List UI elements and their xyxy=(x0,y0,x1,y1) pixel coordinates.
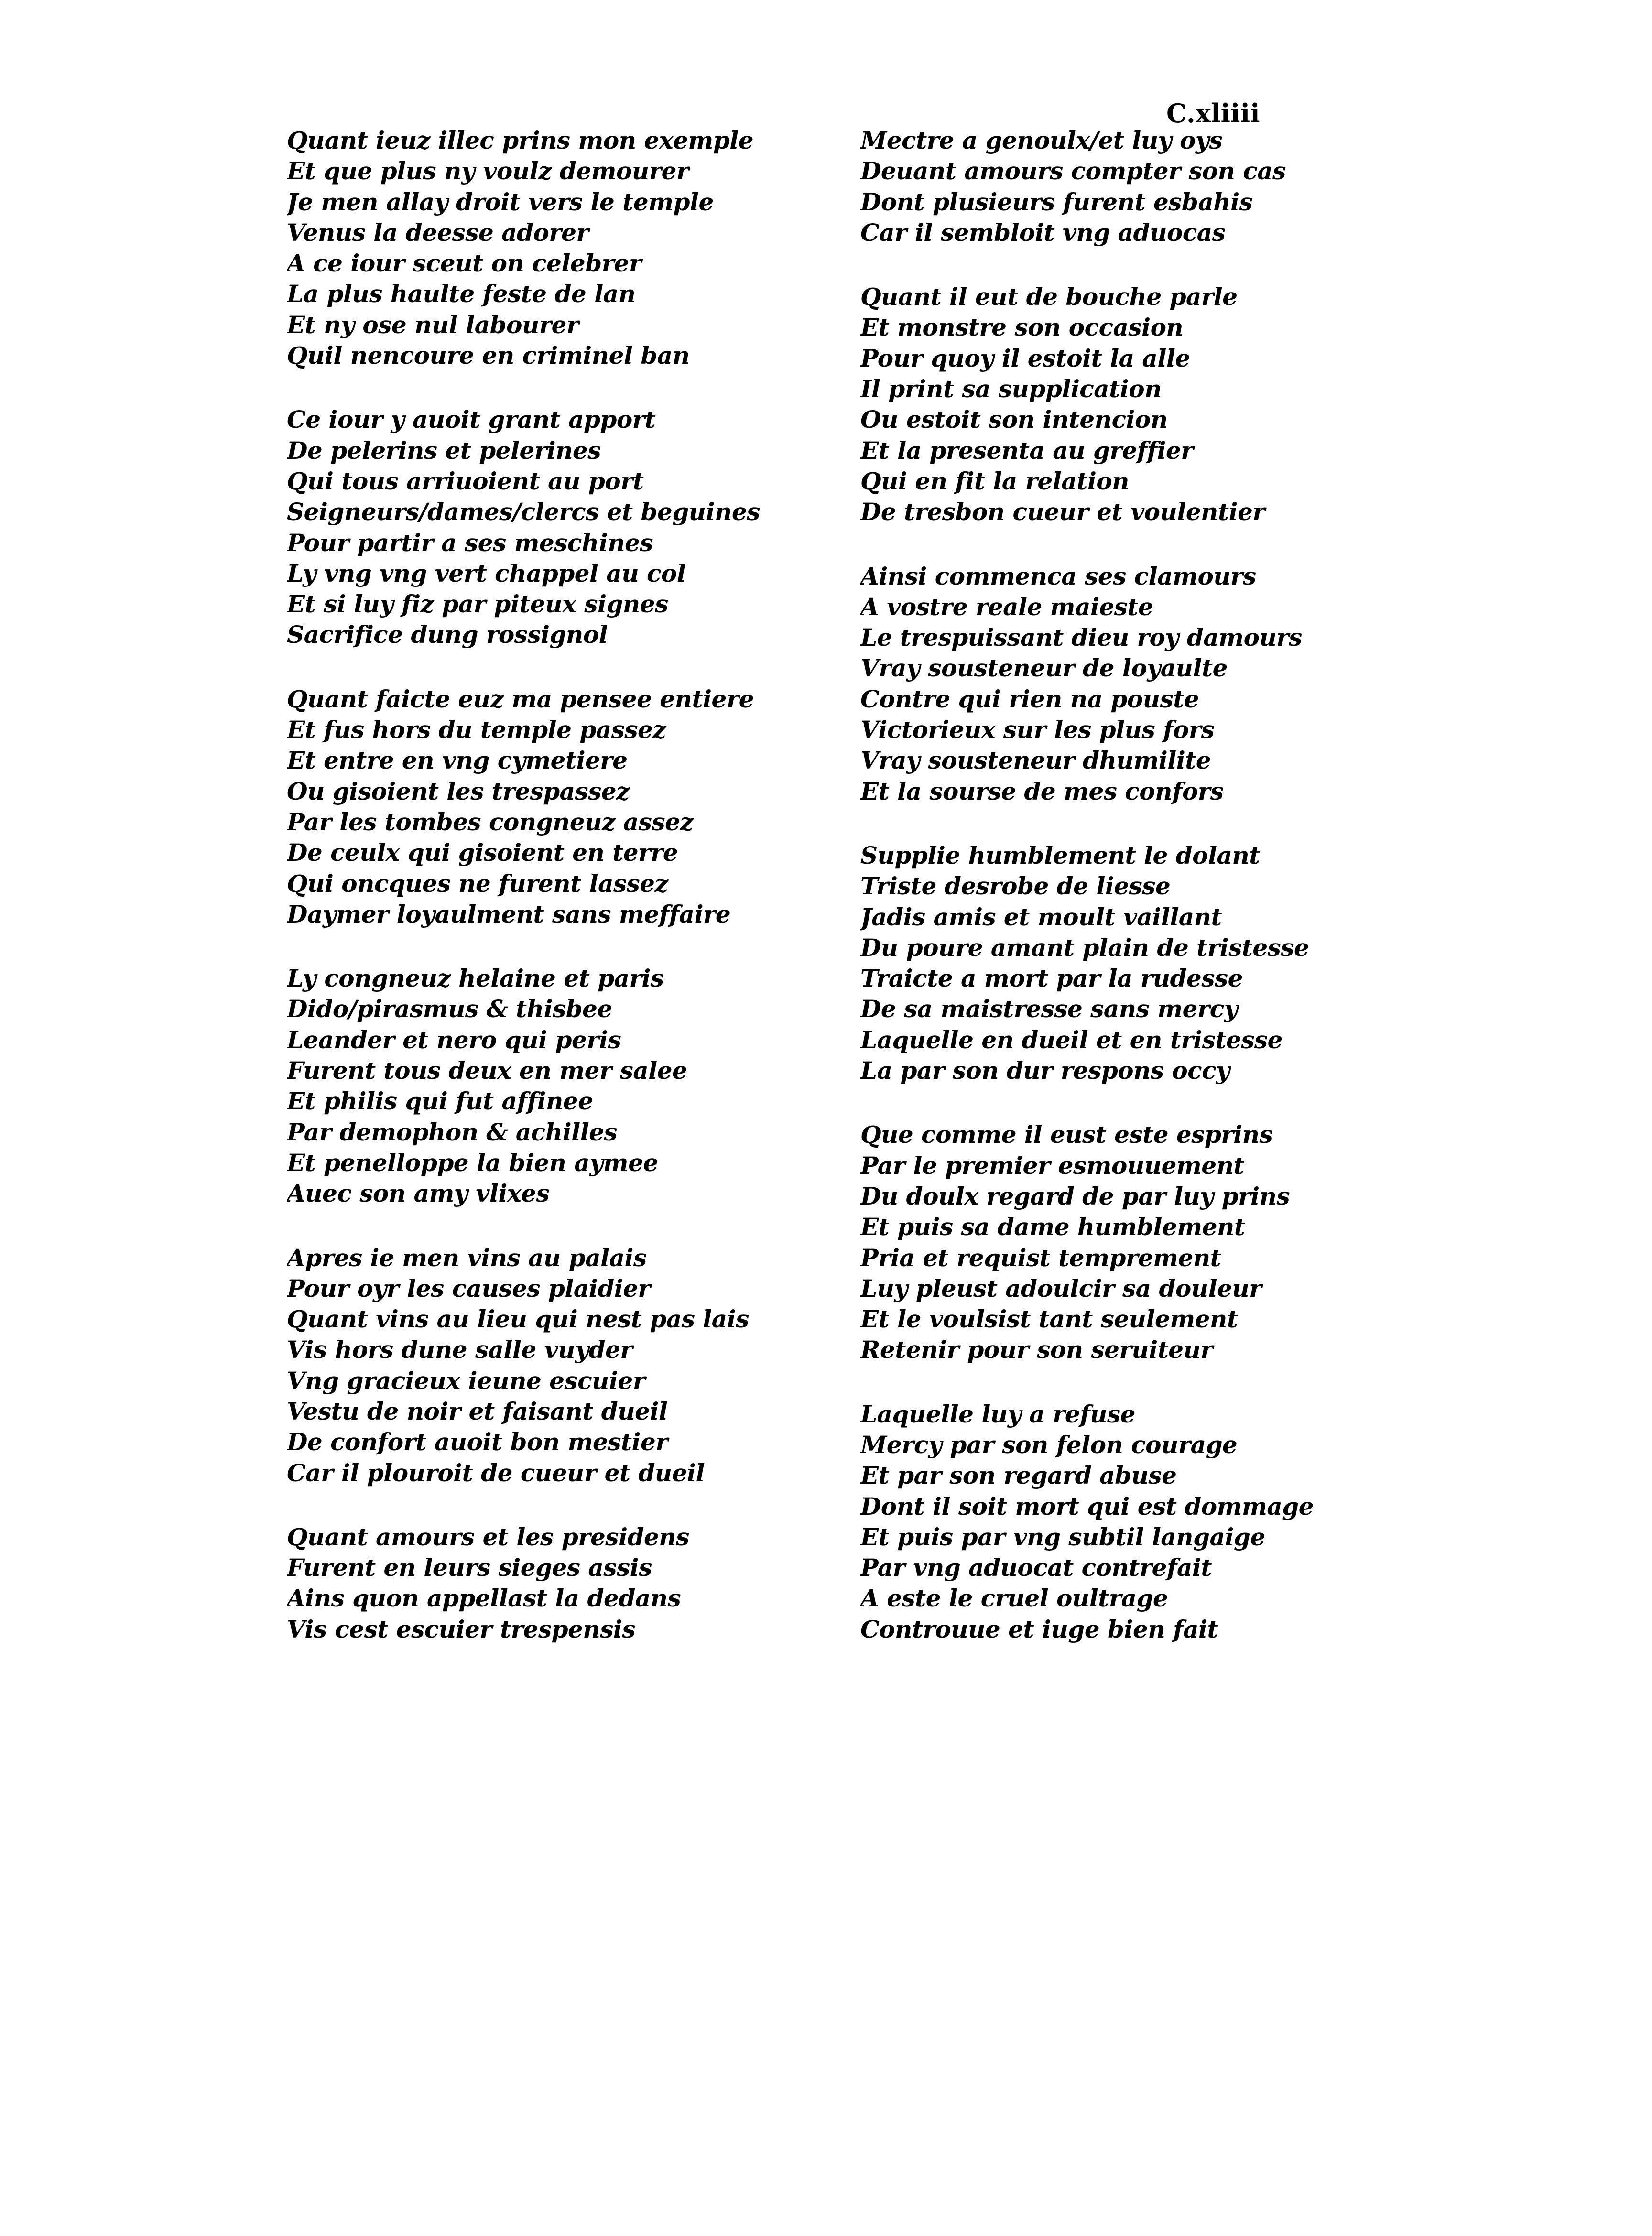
verse-line: Triste desrobe de liesse xyxy=(860,872,1171,901)
folio-number: C.xliiii xyxy=(1166,98,1260,129)
verse-line: De confort auoit bon mestier xyxy=(287,1428,668,1456)
verse-line: Quant faicte euz ma pensee entiere xyxy=(287,684,754,713)
verse-line: Pour quoy il estoit la alle xyxy=(860,344,1190,372)
verse-line: Controuue et iuge bien fait xyxy=(860,1615,1218,1643)
verse-line: A ce iour sceut on celebrer xyxy=(287,249,641,278)
verse-line: Quil nencoure en criminel ban xyxy=(287,341,690,370)
verse-line: Venus la deesse adorer xyxy=(287,218,589,247)
verse-line: Et si luy fiz par piteux signes xyxy=(287,590,668,619)
verse-line: Qui en fit la relation xyxy=(860,467,1130,495)
verse-line: Que comme il eust este esprins xyxy=(860,1120,1273,1149)
verse-line: A vostre reale maieste xyxy=(860,592,1153,621)
verse-line: Seigneurs/dames/clercs et beguines xyxy=(287,498,760,526)
verse-line: Jadis amis et moult vaillant xyxy=(860,902,1222,931)
verse-line: Ce iour y auoit grant apport xyxy=(287,405,656,434)
verse-line: Leander et nero qui peris xyxy=(287,1025,621,1054)
verse-line: Victorieux sur les plus fors xyxy=(860,716,1215,744)
verse-line: Vray sousteneur de loyaulte xyxy=(860,654,1228,683)
right-stanza xyxy=(860,282,1396,527)
verse-line: Car il sembloit vng aduocas xyxy=(860,218,1226,247)
verse-line: Et fus hors du temple passez xyxy=(287,716,666,744)
verse-line: Et ny ose nul labourer xyxy=(287,310,579,339)
verse-line: Et monstre son occasion xyxy=(860,313,1184,342)
verse-line: Et le voulsist tant seulement xyxy=(860,1305,1238,1334)
verse-line: Auec son amy vlixes xyxy=(287,1179,550,1208)
verse-line: Pour partir a ses meschines xyxy=(287,528,653,557)
verse-line: Dont il soit mort qui est dommage xyxy=(860,1492,1314,1520)
right-stanza xyxy=(860,840,1396,1086)
left-stanza xyxy=(287,1522,822,1645)
verse-line: De tresbon cueur et voulentier xyxy=(860,498,1265,526)
right-stanza xyxy=(860,125,1396,248)
verse-line: Vng gracieux ieune escuier xyxy=(287,1366,645,1395)
verse-line: Vestu de noir et faisant dueil xyxy=(287,1397,668,1425)
verse-line: Et philis qui fut affinee xyxy=(287,1087,593,1116)
right-text-column xyxy=(860,125,1396,1678)
verse-line: Le trespuissant dieu roy damours xyxy=(860,623,1302,652)
verse-line: Ains quon appellast la dedans xyxy=(287,1584,681,1613)
verse-line: A este le cruel oultrage xyxy=(860,1584,1168,1613)
verse-line: Il print sa supplication xyxy=(860,375,1162,403)
verse-line: Et la presenta au greffier xyxy=(860,436,1194,465)
verse-line: Ainsi commenca ses clamours xyxy=(860,562,1256,590)
verse-line: Laquelle en dueil et en tristesse xyxy=(860,1025,1282,1054)
verse-line: Ly congneuz helaine et paris xyxy=(287,964,664,993)
left-stanza xyxy=(287,963,822,1209)
verse-line: La plus haulte feste de lan xyxy=(287,280,636,308)
verse-line: Supplie humblement le dolant xyxy=(860,841,1260,869)
verse-line: Quant il eut de bouche parle xyxy=(860,282,1238,311)
verse-line: Qui oncques ne furent lassez xyxy=(287,869,668,898)
verse-line: De sa maistresse sans mercy xyxy=(860,995,1238,1023)
verse-line: Apres ie men vins au palais xyxy=(287,1243,647,1272)
verse-line: De ceulx qui gisoient en terre xyxy=(287,838,678,867)
verse-line: Du doulx regard de par luy prins xyxy=(860,1182,1290,1210)
verse-line: Retenir pour son seruiteur xyxy=(860,1335,1213,1364)
verse-line: Deuant amours compter son cas xyxy=(860,157,1286,185)
verse-line: Ou gisoient les trespassez xyxy=(287,777,630,805)
verse-line: Quant vins au lieu qui nest pas lais xyxy=(287,1305,749,1334)
verse-line: Furent tous deux en mer salee xyxy=(287,1056,687,1085)
verse-line: De pelerins et pelerines xyxy=(287,436,601,465)
verse-line: Et puis par vng subtil langaige xyxy=(860,1522,1265,1551)
verse-line: La par son dur respons occy xyxy=(860,1056,1230,1085)
verse-line: Quant ieuz illec prins mon exemple xyxy=(287,126,754,154)
verse-line: Par le premier esmouuement xyxy=(860,1151,1245,1180)
verse-line: Vray sousteneur dhumilite xyxy=(860,746,1211,775)
verse-line: Pour oyr les causes plaidier xyxy=(287,1274,651,1303)
verse-line: Ly vng vng vert chappel au col xyxy=(287,559,686,587)
verse-line: Luy pleust adoulcir sa douleur xyxy=(860,1274,1262,1303)
left-stanza xyxy=(287,404,822,650)
verse-line: Par demophon & achilles xyxy=(287,1118,618,1146)
verse-line: Du poure amant plain de tristesse xyxy=(860,933,1309,962)
verse-line: Je men allay droit vers le temple xyxy=(287,187,714,216)
right-stanza xyxy=(860,1119,1396,1365)
left-text-column xyxy=(287,125,822,1678)
verse-line: Contre qui rien na pouste xyxy=(860,684,1199,713)
verse-line: Mercy par son felon courage xyxy=(860,1430,1238,1459)
verse-line: Qui tous arriuoient au port xyxy=(287,467,644,495)
verse-line: Et puis sa dame humblement xyxy=(860,1213,1245,1241)
verse-line: Et entre en vng cymetiere xyxy=(287,746,628,775)
verse-line: Laquelle luy a refuse xyxy=(860,1400,1135,1428)
verse-line: Et que plus ny voulz demourer xyxy=(287,157,689,185)
verse-line: Vis hors dune salle vuyder xyxy=(287,1335,633,1364)
verse-line: Furent en leurs sieges assis xyxy=(287,1553,652,1582)
verse-line: Traicte a mort par la rudesse xyxy=(860,964,1243,993)
verse-line: Et la sourse de mes confors xyxy=(860,777,1224,805)
verse-line: Mectre a genoulx/et luy oys xyxy=(860,126,1223,154)
verse-line: Dont plusieurs furent esbahis xyxy=(860,187,1253,216)
verse-line: Daymer loyaulment sans meffaire xyxy=(287,900,731,928)
verse-line: Dido/pirasmus & thisbee xyxy=(287,995,612,1023)
verse-line: Vis cest escuier trespensis xyxy=(287,1615,636,1643)
verse-line: Par vng aduocat contrefait xyxy=(860,1553,1212,1582)
left-stanza xyxy=(287,125,822,371)
verse-line: Quant amours et les presidens xyxy=(287,1522,689,1551)
verse-line: Ou estoit son intencion xyxy=(860,405,1168,434)
verse-line: Par les tombes congneuz assez xyxy=(287,807,694,836)
left-stanza xyxy=(287,684,822,930)
verse-line: Et par son regard abuse xyxy=(860,1461,1177,1490)
right-stanza xyxy=(860,1399,1396,1645)
verse-line: Sacrifice dung rossignol xyxy=(287,620,608,649)
right-stanza xyxy=(860,561,1396,807)
left-stanza xyxy=(287,1243,822,1488)
verse-line: Car il plouroit de cueur et dueil xyxy=(287,1458,705,1487)
verse-line: Et penelloppe la bien aymee xyxy=(287,1148,658,1177)
verse-line: Pria et requist temprement xyxy=(860,1243,1221,1272)
